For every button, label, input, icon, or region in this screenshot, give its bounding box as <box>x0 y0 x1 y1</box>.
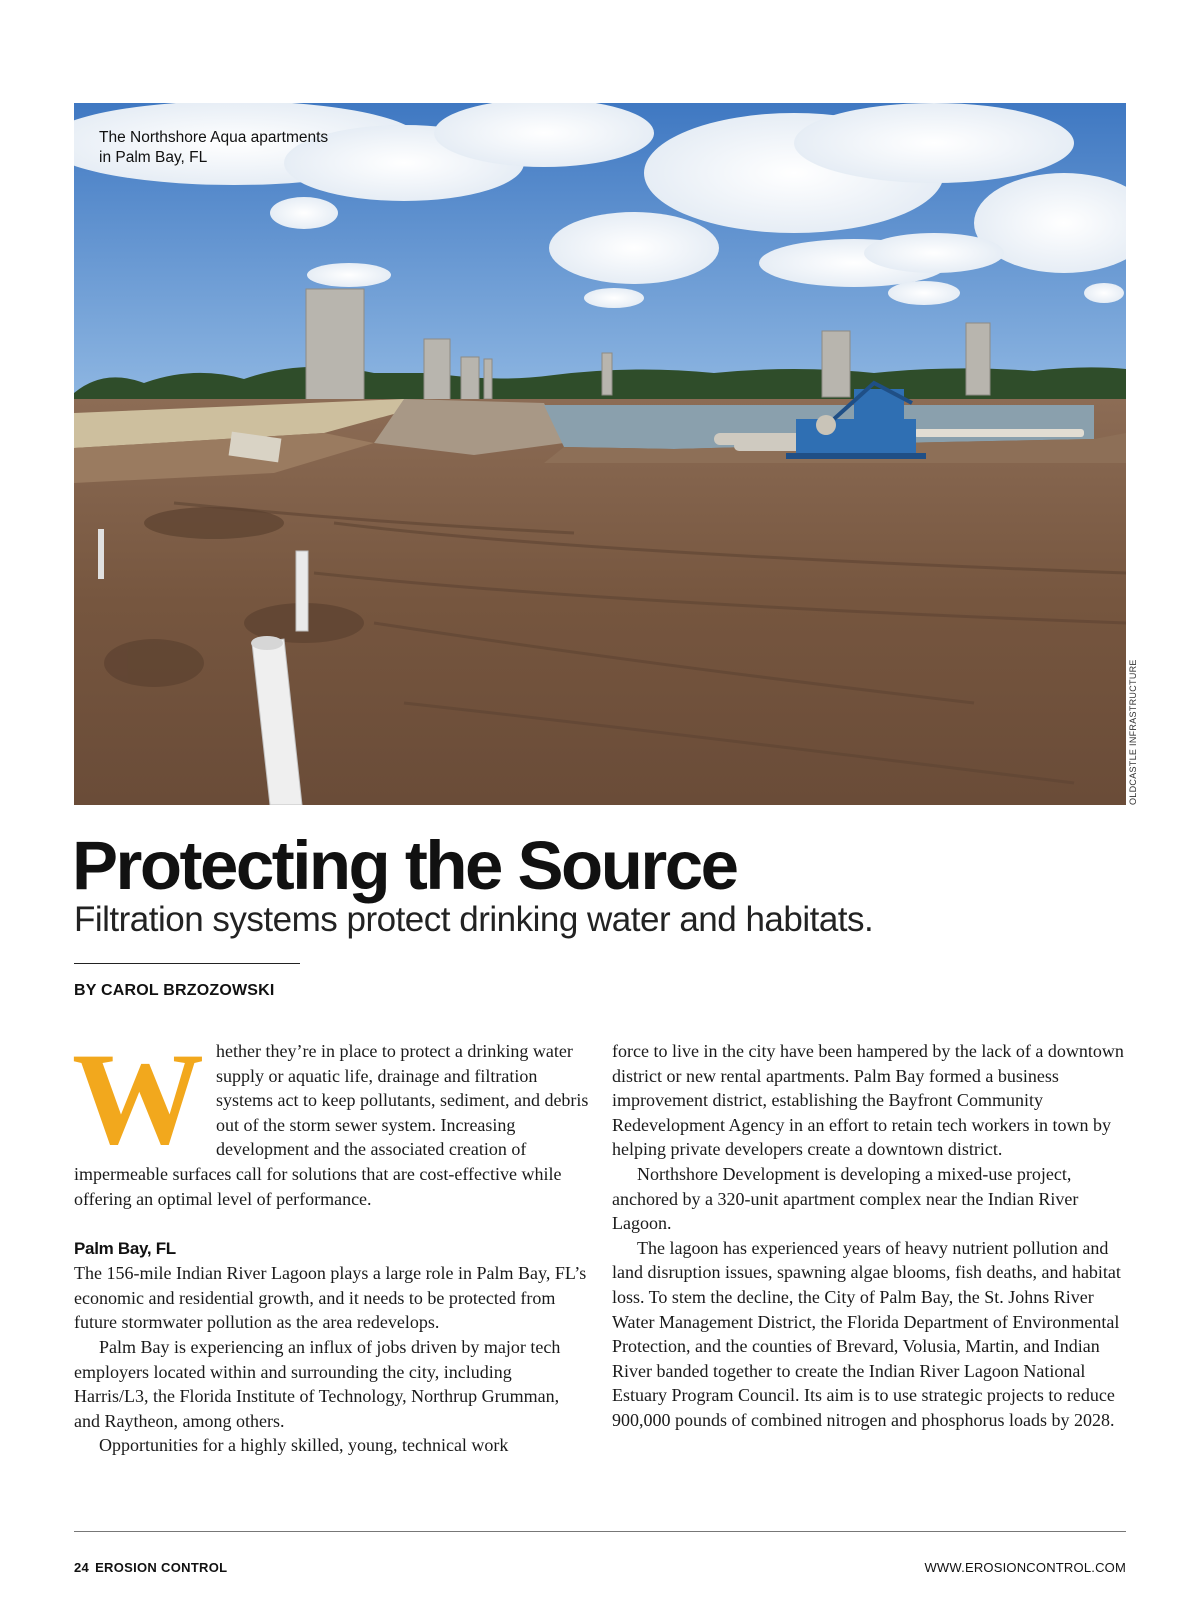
intro-paragraph <box>72 1025 589 1211</box>
drop-cap: W <box>72 1025 204 1172</box>
page-number: 24 <box>74 1560 90 1575</box>
byline: BY CAROL BRZOZOWSKI <box>74 982 275 999</box>
footer-publication <box>74 1560 227 1575</box>
body-paragraph: The lagoon has experienced years of heavy nutrient pollution and land disruption issues, spawning algae blooms, fish deaths, and habitat loss. To stem the decline, the City of Palm Bay, the St. Johns River Water Management District, the Florida Department of Environmental Protection, and the counties of Brevard, Volusia, Martin, and Indian River banded together to create the Indian River Lagoon National Estuary Program Council. Its aim is to use strategic projects to reduce 900,000 pounds of combined nitrogen and phosphorus loads by 2028. <box>612 1237 1121 1430</box>
construction-site-photo <box>74 103 1126 805</box>
footer-divider <box>74 1531 1126 1532</box>
photo-credit: OLDCASTLE INFRASTRUCTURE <box>1128 659 1138 805</box>
body-paragraph: Palm Bay is experiencing an influx of jobs driven by major tech employers located within and surrounding the city, including Harris/L3, the Florida Institute of Technology, Northrup Grumman, and Raytheon, among others. <box>74 1336 561 1431</box>
body-paragraph: force to live in the city have been hampered by the lack of a downtown district or new rental apartments. Palm Bay formed a business improvement district, establishing the Bayfront Community Redevelopment Agency in an effort to retain tech workers in town by helping private developers create a downtown district. <box>612 1041 1124 1160</box>
body-paragraph: The 156-mile Indian River Lagoon plays a large role in Palm Bay, FL’s economic and residential growth, and it needs to be protected from future stormwater pollution as the area redevelops. <box>74 1263 587 1333</box>
body-paragraph: Northshore Development is developing a mixed-use project, anchored by a 320-unit apartment complex near the Indian River Lagoon. <box>612 1163 1079 1234</box>
section-heading: Palm Bay, FL <box>74 1239 176 1259</box>
article-title: Protecting the Source <box>72 827 737 904</box>
column-left <box>72 1025 589 1458</box>
hero-photo <box>74 103 1126 805</box>
body-paragraph: Opportunities for a highly skilled, young, technical work <box>99 1435 509 1456</box>
caption-line-2: in Palm Bay, FL <box>99 149 208 166</box>
article-subtitle: Filtration systems protect drinking water and habitats. <box>74 900 874 939</box>
title-divider <box>74 963 300 964</box>
photo-caption <box>99 128 419 168</box>
footer-website-link[interactable]: WWW.EROSIONCONTROL.COM <box>924 1560 1126 1575</box>
intro-text: hether they’re in place to protect a drinking water supply or aquatic life, drainage and filtration systems act to keep pollutants, sediment, and debris out of the storm sewer system. Increasing development and the associated creation of impermeable surfaces call for solutions that are cost-effective while offering an optimal level of performance. <box>74 1041 589 1209</box>
caption-line-1: The Northshore Aqua apartments <box>99 129 329 146</box>
column-right <box>612 1039 1127 1433</box>
publication-name: EROSION CONTROL <box>95 1560 228 1575</box>
